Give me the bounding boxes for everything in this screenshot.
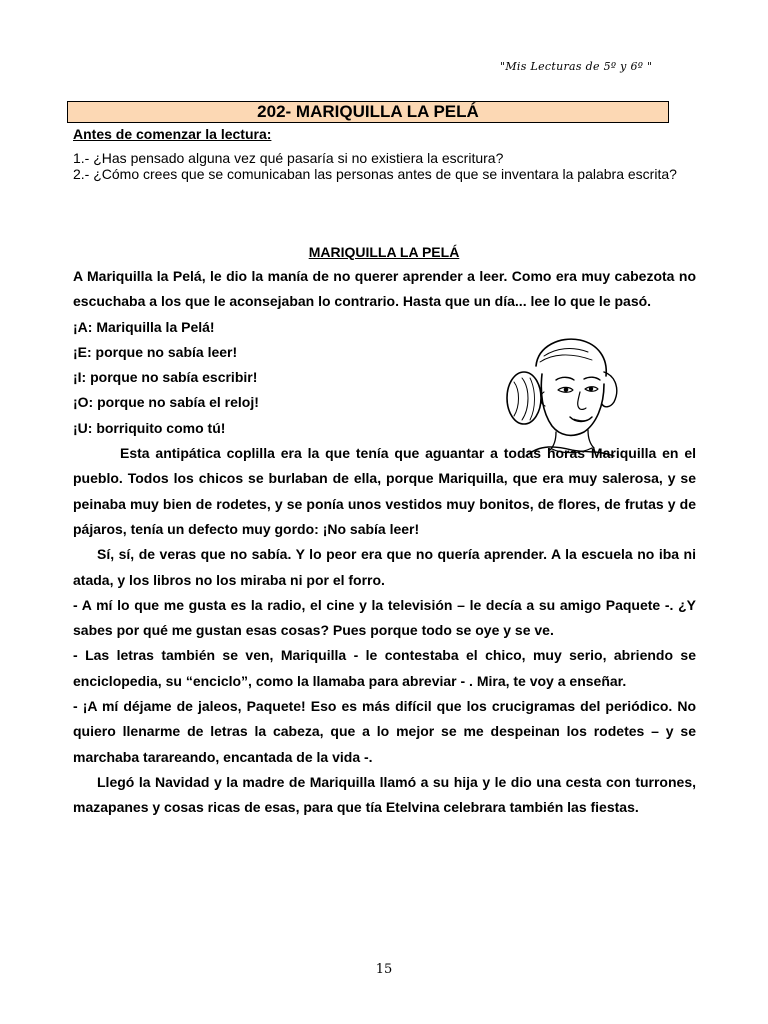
story-paragraph-5: - ¡A mí déjame de jaleos, Paquete! Eso es más difícil que los crucigramas del periódico. No quiero llenarme de letras la cabeza, que a lo mejor se me despeinan los rodetes – y se marchaba tarareando, encantada de la vida -. [73, 698, 696, 765]
verse-line-u: ¡U: borriquito como tú! [73, 419, 226, 436]
story-paragraph-6: Llegó la Navidad y la madre de Mariquilla llamó a su hija y le dio una cesta con turrones, mazapanes y cosas ricas de esas, para que tía Etelvina celebrara también las fiestas. [73, 773, 696, 816]
lesson-title: 202- MARIQUILLA LA PELÁ [67, 101, 669, 123]
page-number: 15 [375, 962, 393, 977]
story-intro: A Mariquilla la Pelá, le dio la manía de no querer aprender a leer. Como era muy cabezota no escuchaba a los que le aconsejaban lo contrario. Hasta que un día... lee lo que le pasó. [73, 268, 696, 310]
story-paragraph-3: - A mí lo que me gusta es la radio, el cine y la televisión – le decía a su amigo Paquete -. ¿Y sabes por qué me gustan esas cosas? Pues porque todo se oye y se ve. [73, 596, 696, 639]
pre-reading-questions [73, 150, 713, 182]
story-paragraph-4: - Las letras también se ven, Mariquilla - le contestaba el chico, muy serio, abriendo se enciclopedia, su “enciclo”, como la llamaba para abreviar - . Mira, te voy a enseñar. [73, 647, 696, 689]
story-paragraph-2: Sí, sí, de veras que no sabía. Y lo peor era que no quería aprender. A la escuela no iba ni atada, y los libros no los miraba ni por el forro. [73, 546, 696, 588]
verse-line-e: ¡E: porque no sabía leer! [73, 343, 238, 360]
question-2: 2.- ¿Cómo crees que se comunicaban las personas antes de que se inventara la palabra escrita? [73, 166, 677, 182]
girl-portrait-icon [500, 332, 622, 460]
verse-line-i: ¡I: porque no sabía escribir! [73, 369, 258, 386]
pre-reading-heading: Antes de comenzar la lectura: [73, 126, 272, 142]
story-title: MARIQUILLA LA PELÁ [308, 244, 460, 260]
running-header: "Mis Lecturas de 5º y 6º " [500, 60, 653, 73]
verse-line-o: ¡O: porque no sabía el reloj! [73, 394, 259, 411]
question-1: 1.- ¿Has pensado alguna vez qué pasaría si no existiera la escritura? [73, 150, 504, 166]
verse-line-a: ¡A: Mariquilla la Pelá! [73, 318, 215, 335]
story-paragraph-1: Esta antipática coplilla era la que tenía que aguantar a todas horas Mariquilla en el pueblo. Todos los chicos se burlaban de ella, porque Mariquilla, que era muy salerosa, y se peinaba muy bien de rodetes, y se ponía unos vestidos muy bonitos, de flores, de frutas y de pájaros, tenía un defecto muy gordo: ¡No sabía leer! [73, 445, 696, 537]
